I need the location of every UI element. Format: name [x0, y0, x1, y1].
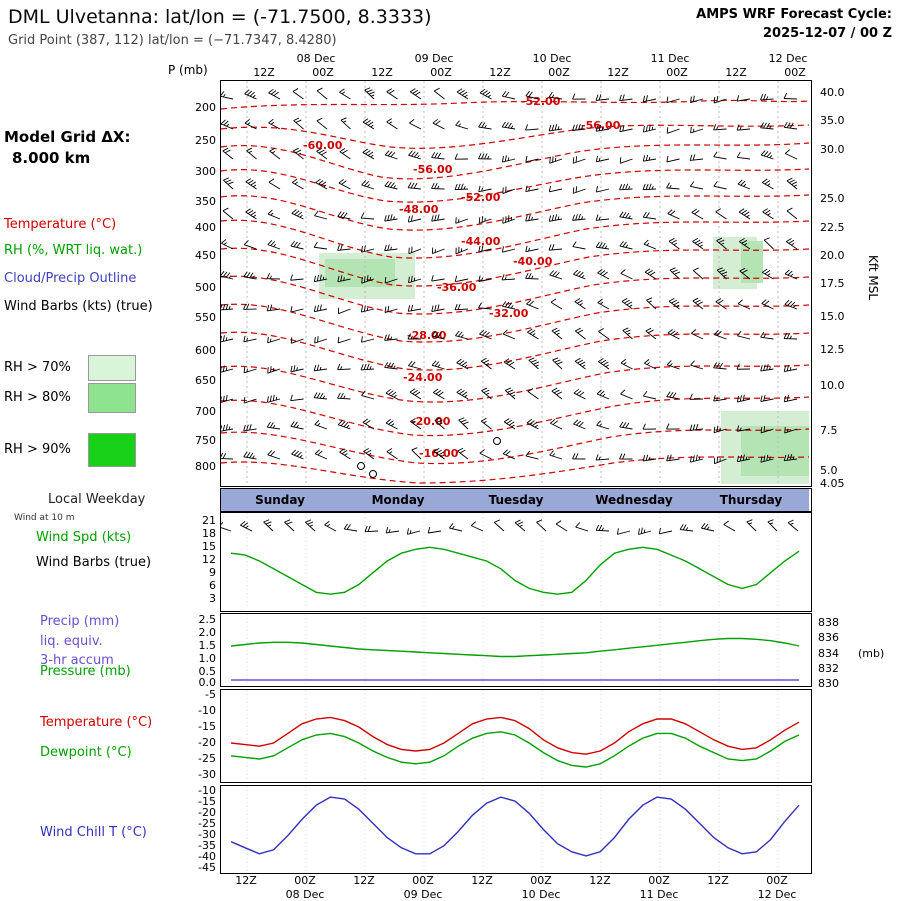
skewt-top-tick-1: 00Z [305, 66, 341, 79]
svg-text:-56.00: -56.00 [581, 119, 621, 132]
p-tick-450: 450 [182, 249, 216, 262]
svg-text:-28.00: -28.00 [407, 329, 447, 342]
temp-panel-svg [221, 690, 809, 780]
bottom-tick-9: 00Z [759, 874, 795, 887]
day-sunday: Sunday [221, 489, 340, 511]
bottom-tick-5: 00Z [523, 874, 559, 887]
precip-ytick-2p5: 2.5 [186, 613, 216, 626]
skewt-top-tick-0: 12Z [246, 66, 282, 79]
kft-tick-6: 17.5 [820, 277, 862, 290]
bottom-tick-8: 12Z [700, 874, 736, 887]
pressure-ytick-834: 834 [818, 647, 852, 660]
legend-wind-spd: Wind Spd (kts) [36, 530, 131, 545]
rh-swatch-label-90: RH > 90% [4, 442, 71, 457]
wind-speed-line [231, 547, 799, 594]
skewt-top-date-0: 08 Dec [292, 52, 340, 65]
day-wednesday: Wednesday [575, 489, 694, 511]
skewt-top-tick-2: 12Z [364, 66, 400, 79]
rh-shading [319, 237, 809, 484]
temp-ytick--10: -10 [186, 704, 216, 717]
bottom-date-0: 08 Dec [272, 888, 338, 901]
temp-ytick--25: -25 [186, 752, 216, 765]
kft-tick-3: 25.0 [820, 192, 862, 205]
legend-3hr-accum: 3-hr accum [40, 653, 114, 668]
svg-text:-56.00: -56.00 [413, 163, 453, 176]
kft-tick-11: 5.0 [820, 464, 862, 477]
kft-tick-0: 40.0 [820, 86, 862, 99]
wind-ytick-15: 15 [192, 540, 216, 553]
skewt-top-tick-9: 00Z [777, 66, 813, 79]
wind-barbs-row [221, 520, 798, 535]
rh-swatch-90 [88, 433, 136, 467]
rh-swatch-80 [88, 383, 136, 413]
kft-tick-12: 4.05 [820, 477, 862, 490]
bottom-tick-6: 12Z [582, 874, 618, 887]
skewt-top-date-3: 11 Dec [646, 52, 694, 65]
p-tick-200: 200 [182, 101, 216, 114]
kft-tick-4: 22.5 [820, 221, 862, 234]
skewt-top-date-2: 10 Dec [528, 52, 576, 65]
model-grid-label: Model Grid ΔX: [4, 128, 131, 146]
svg-text:-20.00: -20.00 [411, 415, 451, 428]
svg-text:-52.00: -52.00 [521, 95, 561, 108]
rh-swatch-label-80: RH > 80% [4, 390, 71, 405]
pressure-ytick-832: 832 [818, 662, 852, 675]
bottom-date-3: 11 Dec [626, 888, 692, 901]
temp-ytick--15: -15 [186, 720, 216, 733]
chill-ytick--30: -30 [186, 828, 216, 841]
skewt-top-date-4: 12 Dec [764, 52, 812, 65]
precip-ytick-0p0: 0.0 [186, 676, 216, 689]
skewt-svg [221, 81, 809, 484]
chill-ytick--45: -45 [186, 861, 216, 874]
p-tick-800: 800 [182, 460, 216, 473]
p-tick-550: 550 [182, 311, 216, 324]
wind-chill-panel [220, 785, 812, 874]
kft-axis-label: Kft MSL [866, 255, 880, 300]
wind-panel-svg [221, 513, 809, 609]
wind-at-10m-note: Wind at 10 m [14, 513, 74, 523]
svg-text:-60.00: -60.00 [303, 139, 343, 152]
dewpoint-line [231, 732, 799, 767]
svg-text:-24.00: -24.00 [403, 371, 443, 384]
chill-ytick--10: -10 [186, 784, 216, 797]
svg-text:-44.00: -44.00 [461, 235, 501, 248]
chill-ytick--20: -20 [186, 806, 216, 819]
model-grid-value: 8.000 km [12, 149, 90, 167]
local-weekday-caption: Local Weekday [48, 492, 145, 507]
bottom-tick-2: 12Z [346, 874, 382, 887]
pressure-ytick-838: 838 [818, 616, 852, 629]
wind-ytick-6: 6 [192, 579, 216, 592]
bottom-tick-3: 00Z [405, 874, 441, 887]
legend-rh: RH (%, WRT liq. wat.) [4, 243, 142, 258]
kft-tick-8: 12.5 [820, 343, 862, 356]
svg-text:-40.00: -40.00 [513, 255, 553, 268]
wind-ytick-12: 12 [192, 553, 216, 566]
skewt-top-tick-7: 00Z [659, 66, 695, 79]
precip-panel-svg [221, 614, 809, 684]
wind-ytick-3: 3 [192, 592, 216, 605]
chill-ytick--40: -40 [186, 850, 216, 863]
skewt-top-tick-5: 00Z [541, 66, 577, 79]
bottom-tick-7: 00Z [641, 874, 677, 887]
skewt-top-tick-8: 12Z [718, 66, 754, 79]
skewt-top-tick-4: 12Z [482, 66, 518, 79]
pressure-ytick-836: 836 [818, 631, 852, 644]
temp-ytick--20: -20 [186, 736, 216, 749]
day-monday: Monday [339, 489, 458, 511]
rh-swatch-70 [88, 355, 136, 381]
wind-gridlines [247, 513, 778, 609]
legend-temp-panel: Temperature (°C) [40, 715, 152, 730]
skewt-panel [220, 80, 812, 487]
legend-cloud-precip: Cloud/Precip Outline [4, 271, 136, 286]
wind-ytick-21: 21 [192, 514, 216, 527]
skewt-top-tick-3: 00Z [423, 66, 459, 79]
pressure-line [231, 639, 799, 657]
svg-text:-16.00: -16.00 [419, 447, 459, 460]
skewt-top-date-1: 09 Dec [410, 52, 458, 65]
pressure-ytick-830: 830 [818, 677, 852, 690]
bottom-date-1: 09 Dec [390, 888, 456, 901]
precip-ytick-1p0: 1.0 [186, 652, 216, 665]
day-thursday: Thursday [693, 489, 809, 511]
p-tick-400: 400 [182, 221, 216, 234]
p-tick-700: 700 [182, 405, 216, 418]
chill-ytick--15: -15 [186, 795, 216, 808]
wind-ytick-9: 9 [192, 566, 216, 579]
day-tuesday: Tuesday [457, 489, 576, 511]
kft-tick-1: 35.0 [820, 114, 862, 127]
svg-text:-36.00: -36.00 [437, 281, 477, 294]
bottom-tick-1: 00Z [287, 874, 323, 887]
kft-tick-7: 15.0 [820, 310, 862, 323]
precip-gridlines [247, 614, 778, 684]
p-tick-750: 750 [182, 434, 216, 447]
temp-dewpoint-panel [220, 689, 812, 783]
kft-tick-10: 7.5 [820, 424, 862, 437]
forecast-cycle-line1: AMPS WRF Forecast Cycle: [520, 7, 892, 22]
kft-tick-2: 30.0 [820, 143, 862, 156]
legend-temperature: Temperature (°C) [4, 217, 116, 232]
bottom-tick-0: 12Z [228, 874, 264, 887]
weekday-bar [220, 488, 812, 512]
precip-pressure-panel [220, 613, 812, 687]
p-tick-250: 250 [182, 134, 216, 147]
pressure-axis-label: P (mb) [168, 63, 208, 77]
legend-wind-barbs-panel: Wind Barbs (true) [36, 555, 151, 570]
kft-tick-9: 10.0 [820, 379, 862, 392]
svg-text:-48.00: -48.00 [399, 203, 439, 216]
legend-dewpoint-panel: Dewpoint (°C) [40, 745, 132, 760]
p-tick-300: 300 [182, 165, 216, 178]
wind-ytick-18: 18 [192, 527, 216, 540]
precip-ytick-1p5: 1.5 [186, 639, 216, 652]
legend-wind-barbs: Wind Barbs (kts) (true) [4, 299, 153, 314]
rh-swatch-label-70: RH > 70% [4, 360, 71, 375]
p-tick-500: 500 [182, 281, 216, 294]
chill-ytick--35: -35 [186, 839, 216, 852]
p-tick-650: 650 [182, 374, 216, 387]
legend-liq-equiv: liq. equiv. [40, 634, 103, 649]
wind-chill-line [231, 797, 799, 856]
wind-panel [220, 512, 812, 612]
gridpoint-label: Grid Point (387, 112) lat/lon = (−71.7347, 8.4280) [8, 33, 337, 48]
forecast-cycle-line2: 2025-12-07 / 00 Z [520, 26, 892, 41]
temp-ytick--5: -5 [186, 688, 216, 701]
svg-text:-52.00: -52.00 [461, 191, 501, 204]
legend-precip: Precip (mm) [40, 614, 119, 629]
p-tick-600: 600 [182, 344, 216, 357]
chill-panel-svg [221, 786, 809, 871]
precip-ytick-2p0: 2.0 [186, 626, 216, 639]
svg-text:-32.00: -32.00 [489, 307, 529, 320]
chill-ytick--25: -25 [186, 817, 216, 830]
kft-tick-5: 20.0 [820, 249, 862, 262]
legend-wind-chill: Wind Chill T (°C) [40, 825, 147, 840]
precip-ytick-0p5: 0.5 [186, 665, 216, 678]
p-tick-350: 350 [182, 195, 216, 208]
skewt-top-tick-6: 12Z [600, 66, 636, 79]
pressure-unit-label: (mb) [858, 647, 898, 660]
legend-pressure: Pressure (mb) [40, 664, 131, 679]
temp-ytick--30: -30 [186, 768, 216, 781]
page-title: DML Ulvetanna: lat/lon = (-71.7500, 8.3333) [8, 6, 432, 28]
bottom-date-2: 10 Dec [508, 888, 574, 901]
bottom-tick-4: 12Z [464, 874, 500, 887]
bottom-date-4: 12 Dec [744, 888, 810, 901]
